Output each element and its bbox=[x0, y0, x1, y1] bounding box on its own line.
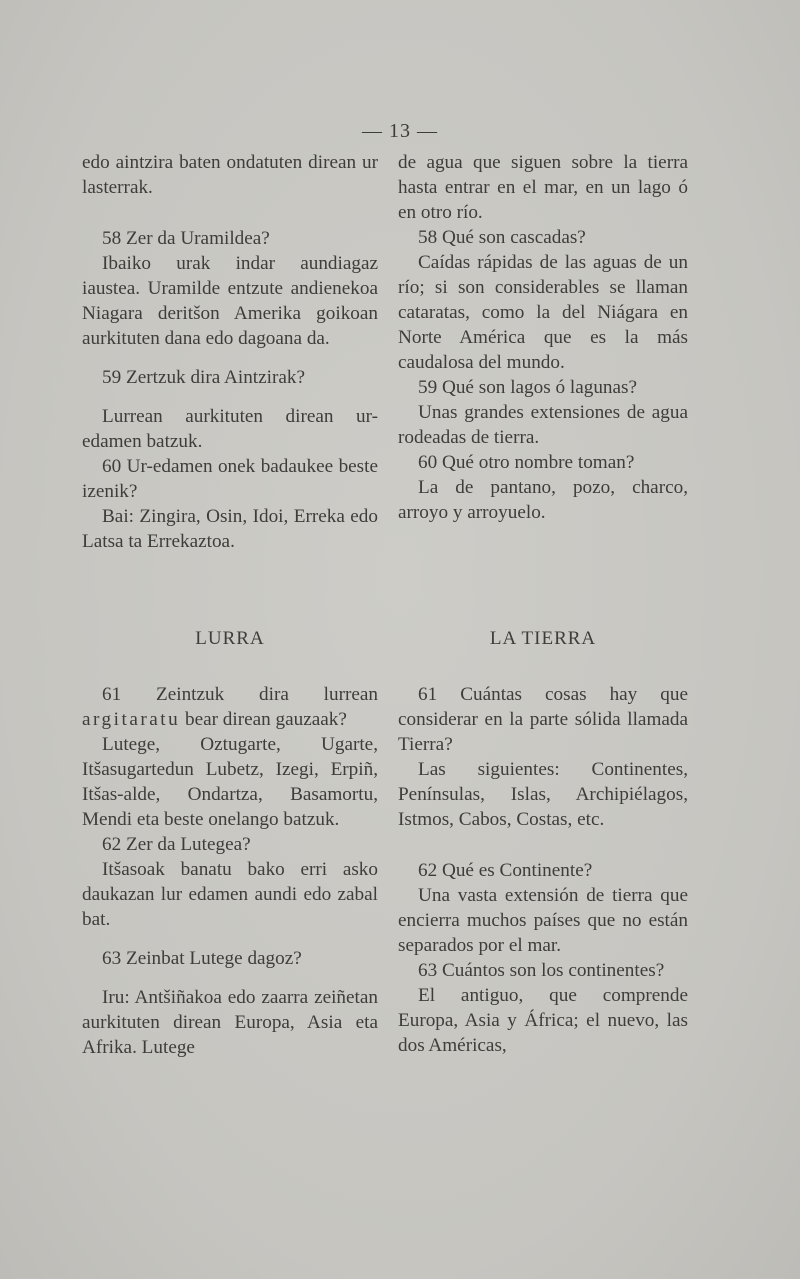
answer-paragraph: El antiguo, que comprende Europa, Asia y África; el nuevo, las dos Américas, bbox=[398, 985, 688, 1056]
question-paragraph: 59 Qué son lagos ó lagunas? bbox=[418, 377, 638, 398]
left-column-top bbox=[82, 150, 378, 554]
question-paragraph: 58 Zer da Uramildea? bbox=[102, 228, 270, 249]
answer-paragraph: Lurrean aurkituten direan ur-edamen batzuk. bbox=[82, 406, 378, 452]
answer-paragraph: La de pantano, pozo, charco, arroyo y arroyuelo. bbox=[398, 477, 688, 523]
answer-paragraph: Lutege, Oztugarte, Ugarte, Itšasugartedun Lubetz, Izegi, Erpiñ, Itšas-alde, Ondartza, Basamortu, Mendi eta beste onelango batzuk. bbox=[82, 734, 378, 830]
paragraph-gap bbox=[82, 971, 378, 985]
answer-paragraph: Unas grandes extensiones de agua rodeadas de tierra. bbox=[398, 402, 688, 448]
paragraph-gap bbox=[82, 351, 378, 365]
question-paragraph: 60 Qué otro nombre toman? bbox=[418, 452, 635, 473]
answer-paragraph: Itšasoak banatu bako erri asko daukazan lur edamen aundi edo zabal bat. bbox=[82, 859, 378, 930]
answer-paragraph: Ibaiko urak indar aundiagaz iaustea. Uramilde entzute andienekoa Niagara deritšon Amerika goikoan aurkituten dana edo dagoana da. bbox=[82, 253, 378, 349]
right-column-top bbox=[398, 150, 688, 525]
question-paragraph: 60 Ur-edamen onek badaukee beste izenik? bbox=[82, 456, 378, 502]
question-paragraph: 58 Qué son cascadas? bbox=[418, 227, 586, 248]
answer-paragraph: Las siguientes: Continentes, Penínsulas, Islas, Archipiélagos, Istmos, Cabos, Costas, etc. bbox=[398, 759, 688, 830]
question-paragraph: 63 Zeinbat Lutege dagoz? bbox=[102, 948, 302, 969]
left-column-bottom bbox=[82, 682, 378, 1060]
question-paragraph: 63 Cuántos son los continentes? bbox=[418, 960, 665, 981]
right-column-bottom bbox=[398, 682, 688, 1058]
section-heading-lurra: LURRA bbox=[195, 628, 265, 649]
section-heading-la-tierra: LA TIERRA bbox=[489, 628, 597, 649]
question-paragraph: 61 Cuántas cosas hay que considerar en la parte sólida llamada Tierra? bbox=[398, 684, 688, 755]
answer-paragraph: Bai: Zingira, Osin, Idoi, Erreka edo Latsa ta Errekaztoa. bbox=[82, 506, 378, 552]
question-paragraph: 61 Zeintzuk dira lurrean argitaratu bear direan gauzaak? bbox=[82, 684, 378, 730]
page-number: — 13 — bbox=[362, 120, 438, 142]
question-paragraph: 62 Qué es Continente? bbox=[418, 860, 593, 881]
paragraph-gap bbox=[82, 200, 378, 226]
paragraph-gap bbox=[82, 390, 378, 404]
paragraph-gap bbox=[82, 932, 378, 946]
continued-paragraph: de agua que siguen sobre la tierra hasta entrar en el mar, en un lago ó en otro río. bbox=[398, 152, 688, 223]
answer-paragraph: Una vasta extensión de tierra que encierra muchos países que no están separados por el mar. bbox=[398, 885, 688, 956]
question-paragraph: 62 Zer da Lutegea? bbox=[102, 834, 251, 855]
paragraph-gap bbox=[398, 832, 688, 858]
answer-paragraph: Caídas rápidas de las aguas de un río; si son considerables se llaman cataratas, como la del Niágara en Norte América que es la más caudalosa del mundo. bbox=[398, 252, 688, 373]
continued-paragraph: edo aintzira baten ondatuten direan ur lasterrak. bbox=[82, 152, 378, 198]
question-paragraph: 59 Zertzuk dira Aintzirak? bbox=[102, 367, 305, 388]
answer-paragraph: Iru: Antšiñakoa edo zaarra zeiñetan aurkituten direan Europa, Asia eta Afrika. Lutege bbox=[82, 987, 378, 1058]
